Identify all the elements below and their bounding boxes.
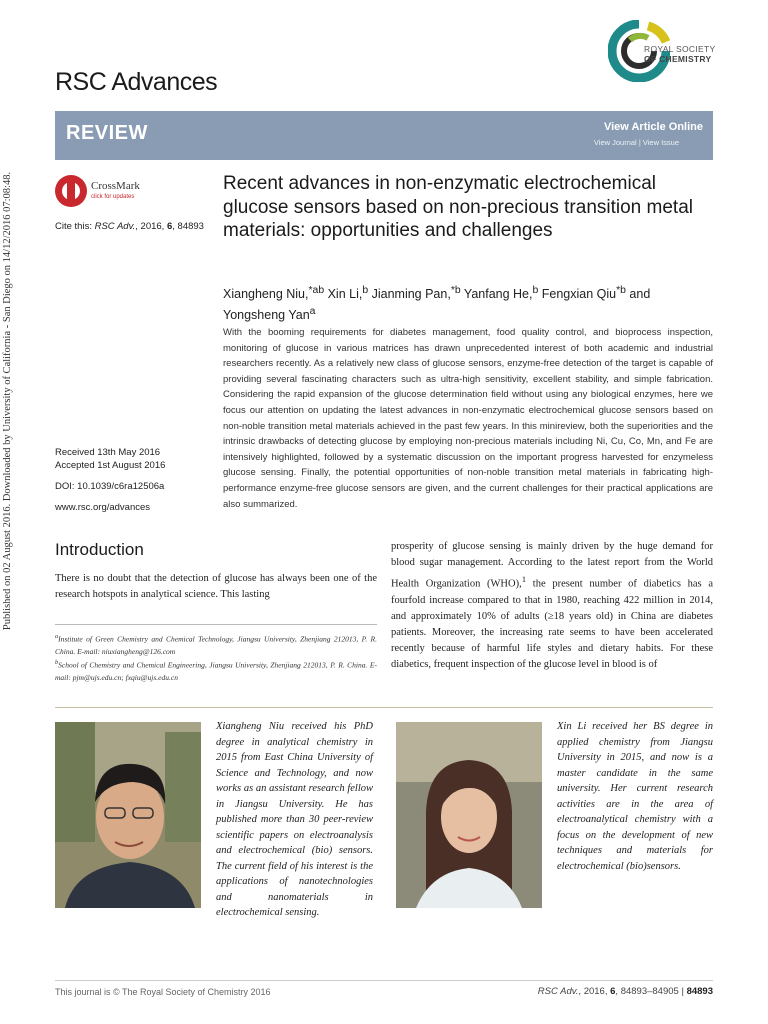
author-photo-niu [55, 722, 201, 908]
author[interactable]: Jianming Pan,$^{*b}$ [368, 285, 461, 302]
reference-link[interactable]: 1 [521, 574, 527, 584]
portrait-image [396, 722, 542, 908]
affiliation-b: $^b$School of Chemistry and Chemical Engineering, Jiangsu University, Zhenjiang 212013, P. R. China. E-mail: pjm@ujs.edu.cn; fxqiu@ujs.edu.cn [55, 659, 377, 682]
biography-li: Xin Li received her BS degree in applied chemistry from Jiangsu University in 2015, and now is a master candidate in the same university. Her current research activities are in the area of electroanalytical chemistry with a focus on the development of new techniques and materials for electrochemical (bio)sensors. [557, 721, 713, 872]
author[interactable]: Xiangheng Niu,$^{*ab}$ [223, 285, 325, 302]
author[interactable]: Xin Li,$^b$ [324, 285, 369, 302]
citation: Cite this: RSC Adv., 2016, 6, 84893 [55, 221, 204, 232]
download-watermark: Published on 02 August 2016. Downloaded by University of California - San Diego on 14/12/2016 07:08:48. [2, 171, 13, 631]
crossmark-sub: click for updates [91, 194, 135, 200]
author-photo-li [396, 722, 542, 908]
rsc-logo-text: ROYAL SOCIETY OF CHEMISTRY [644, 44, 716, 64]
author[interactable]: Fengxian Qiu$^{*b}$ [538, 285, 626, 302]
biography-niu: Xiangheng Niu received his PhD degree in analytical chemistry in 2015 from East China University of Science and Technology, and now works as an assistant research fellow in Jiangsu University. He has published more than 30 peer-review scientific papers on electroanalysis and electrochemical (bio) sensors. The current field of his interest is the applications of nanotechnologies and nanomaterials in electrochemical sensing. [216, 721, 373, 918]
section-heading-introduction: Introduction [55, 540, 144, 559]
affiliation-a: $^a$Institute of Green Chemistry and Chemical Technology, Jiangsu University, Zhenjiang 212013, P. R. China. E-mail: niuxiangheng@126.com [55, 633, 377, 656]
view-article-online-link[interactable]: View Article Online [603, 121, 703, 133]
portrait-image [55, 722, 201, 908]
rsc-logo[interactable] [608, 20, 716, 90]
article-title: Recent advances in non-enzymatic electrochemical glucose sensors based on non-precious transition metal materials: opportunities and challenges [223, 173, 693, 241]
crossmark-label: CrossMark [91, 180, 140, 192]
page-citation: RSC Adv., 2016, 6, 84893–84905 | 84893 [537, 986, 713, 997]
journal-url[interactable]: www.rsc.org/advances [55, 502, 151, 513]
biography-divider [55, 707, 713, 708]
journal-issue-links [594, 138, 679, 147]
intro-paragraph-continued: prosperity of glucose sensing is mainly driven by the huge demand for blood sugar management. According to the latest report from the World Health Organization (WHO),$^1$ the present number of diabetics has a fourfold increase compared to that in 1980, reaching 422 million in 2014, and approximately 10% of adults (≥18 years old) in China are diabetes patients. Moreover, the increasing rate seems to have been accelerated recently because of harmful life styles and dietary habits. For these diabetics, frequent inspection of the glucose level in blood is of [391, 541, 713, 670]
copyright-notice: This journal is © The Royal Society of Chemistry 2016 [55, 987, 271, 997]
review-banner [55, 111, 713, 160]
received-date: Received 13th May 2016 [55, 447, 161, 458]
doi[interactable]: DOI: 10.1039/c6ra12506a [55, 481, 165, 492]
accepted-date: Accepted 1st August 2016 [55, 460, 166, 471]
author-list [223, 282, 713, 324]
intro-paragraph: There is no doubt that the detection of glucose has always been one of the research hotspots in analytical science. This lasting [55, 573, 377, 600]
view-issue-link[interactable]: View Issue [642, 138, 679, 147]
abstract: With the booming requirements for diabetes management, food quality control, and bioprocess inspection, monitoring of glucose in various matrices has drawn unprecedented interest of both academic and industrial researchers recently. As a relatively new class of glucose sensors, enzyme-free detection of the target is capable of providing several fascinating characters such as ultra-high sensitivity, excellent stability, and simple fabrication. Considering the rapid expansion of the glucose determination field without using any biological enzymes, here we focus our attention on updating the latest advances in non-enzymatic electrochemical glucose sensors based on non-noble transition metal materials achieved in the past few years. In this minireview, both the superiorities and the intrinsic drawbacks of detecting glucose by employing non-precious materials including Ni, Cu, Co, Mn, and Fe are intensively highlighted, followed by a systematic discussion on the important progress harvested for enzymeless glucose sensing. Finally, the potential opportunities of non-noble transition metal materials in fabricating high-performance enzyme-free glucose sensors are given, and the current challenges for their practical applications are also summarized. [223, 327, 713, 510]
author[interactable]: Yanfang He,$^b$ [460, 285, 539, 302]
journal-name: RSC Advances [55, 68, 218, 96]
crossmark-icon [55, 175, 87, 207]
affiliation-divider [55, 624, 377, 625]
link-separator: | [636, 138, 643, 147]
article-type: REVIEW [66, 122, 148, 144]
author[interactable]: and Yongsheng Yan$^a$ [223, 287, 651, 323]
footer-divider [55, 980, 713, 981]
crossmark-badge[interactable] [55, 175, 165, 209]
view-journal-link[interactable]: View Journal [593, 138, 637, 147]
